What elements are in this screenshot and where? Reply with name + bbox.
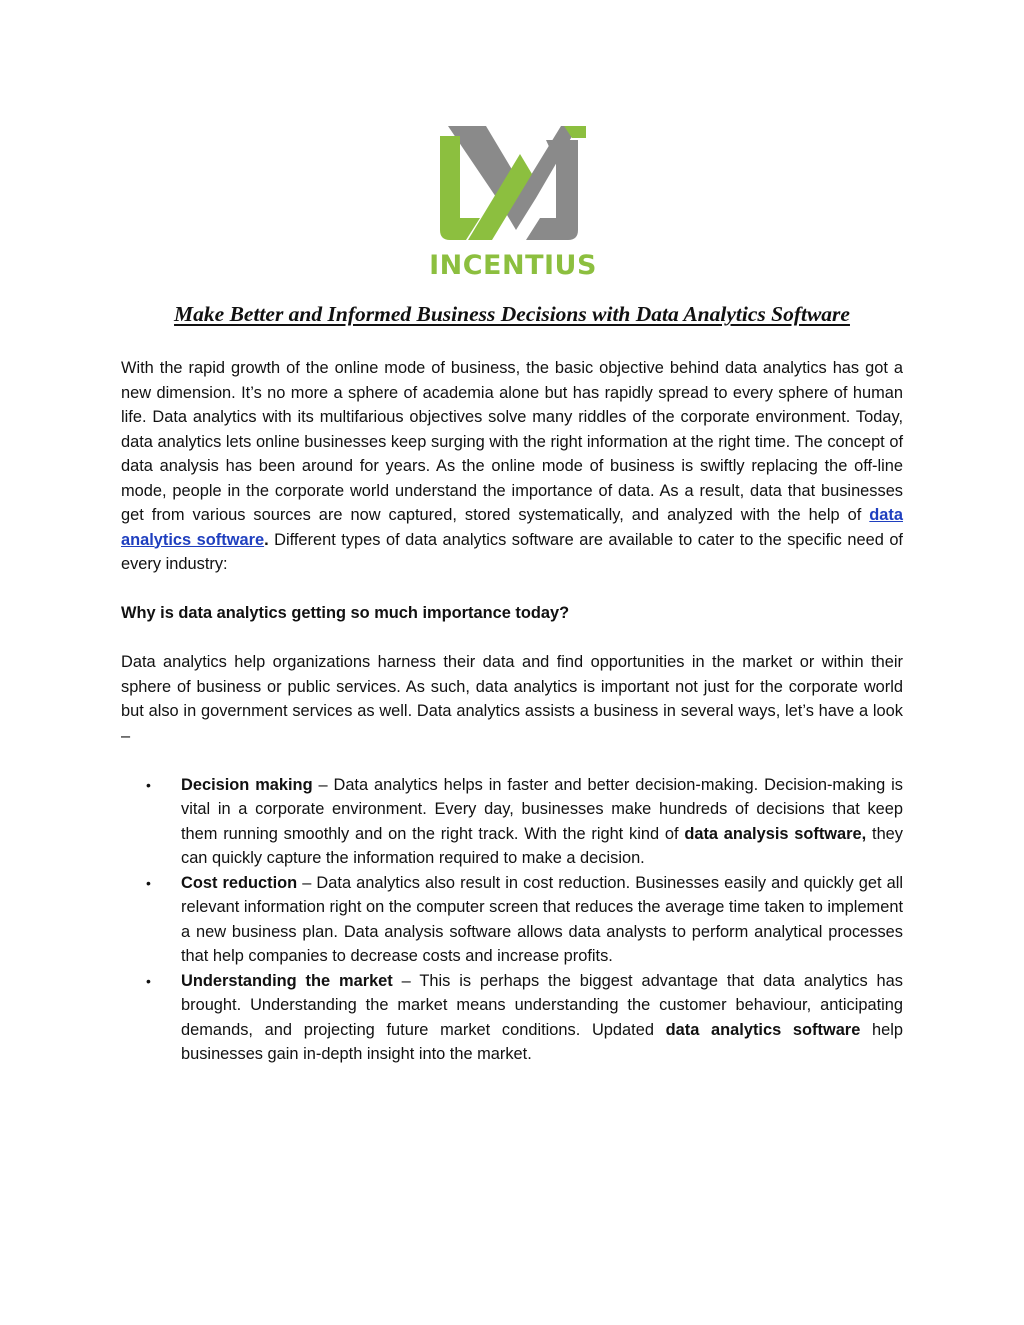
list-item-understanding-market	[121, 969, 903, 1067]
document-title: Make Better and Informed Business Decisions with Data Analytics Software	[174, 302, 850, 326]
bullet-bold-phrase: data analysis software,	[684, 824, 867, 843]
bullet-text-end: help businesses gain in-depth insight into the market.	[181, 1020, 904, 1063]
bullet-icon: •	[146, 874, 151, 891]
section-heading: Why is data analytics getting so much importance today?	[121, 604, 570, 622]
benefits-list	[121, 773, 903, 1067]
bullet-term: Decision making	[181, 775, 313, 794]
company-logo	[428, 122, 598, 282]
section-intro-paragraph: Data analytics help organizations harness their data and find opportunities in the market or within their sphere of business or public services. As such, data analytics is important not just for the corporate world but also in government services as well. Data analytics assists a business in several ways, let’s have a look –	[121, 653, 903, 745]
bullet-bold-phrase: data analytics software	[665, 1020, 861, 1039]
document-body	[121, 356, 903, 1067]
intro-paragraph	[121, 356, 903, 577]
list-item-decision-making	[121, 773, 903, 871]
intro-bold-period: .	[264, 530, 269, 549]
data-analytics-software-link[interactable]: data analytics software	[121, 506, 903, 549]
bullet-text: – This is perhaps the biggest advantage that data analytics has brought. Understanding the market means understanding the customer behaviour, anticipating demands, and projecting future market conditions. Updated	[181, 971, 903, 1039]
logo-wordmark: INCENTIUS	[429, 250, 597, 281]
bullet-icon: •	[146, 972, 151, 989]
list-item-cost-reduction	[121, 871, 903, 969]
bullet-term: Cost reduction	[181, 873, 298, 892]
incentius-logo-icon	[428, 122, 598, 282]
intro-text: With the rapid growth of the online mode of business, the basic objective behind data analytics has got a new dimension. It’s no more a sphere of academia alone but has rapidly spread to every sphere of human life. Data analytics with its multifarious objectives solve many riddles of the corporate environment. Today, data analytics lets online businesses keep surging with the right information at the right time. The concept of data analysis has been around for years. As the online mode of business is swiftly replacing the off-line mode, people in the corporate world understand the importance of data. As a result, data that businesses get from various sources are now captured, stored systematically, and analyzed with the help of	[121, 359, 903, 524]
bullet-text: – Data analytics also result in cost reduction. Businesses easily and quickly get all relevant information right on the computer screen that reduces the average time taken to implement a new business plan. Data analysis software allows data analysts to perform analytical processes that help companies to decrease costs and increase profits.	[181, 873, 903, 965]
bullet-text-end: they can quickly capture the information required to make a decision.	[181, 824, 903, 867]
bullet-icon: •	[146, 776, 151, 793]
intro-text-after: Different types of data analytics software are available to cater to the specific need of every industry:	[121, 530, 903, 573]
bullet-text: – Data analytics helps in faster and better decision-making. Decision-making is vital in a corporate environment. Every day, businesses make hundreds of decisions that keep them running smoothly and on the right track. With the right kind of	[181, 775, 903, 843]
bullet-term: Understanding the market	[181, 971, 393, 990]
